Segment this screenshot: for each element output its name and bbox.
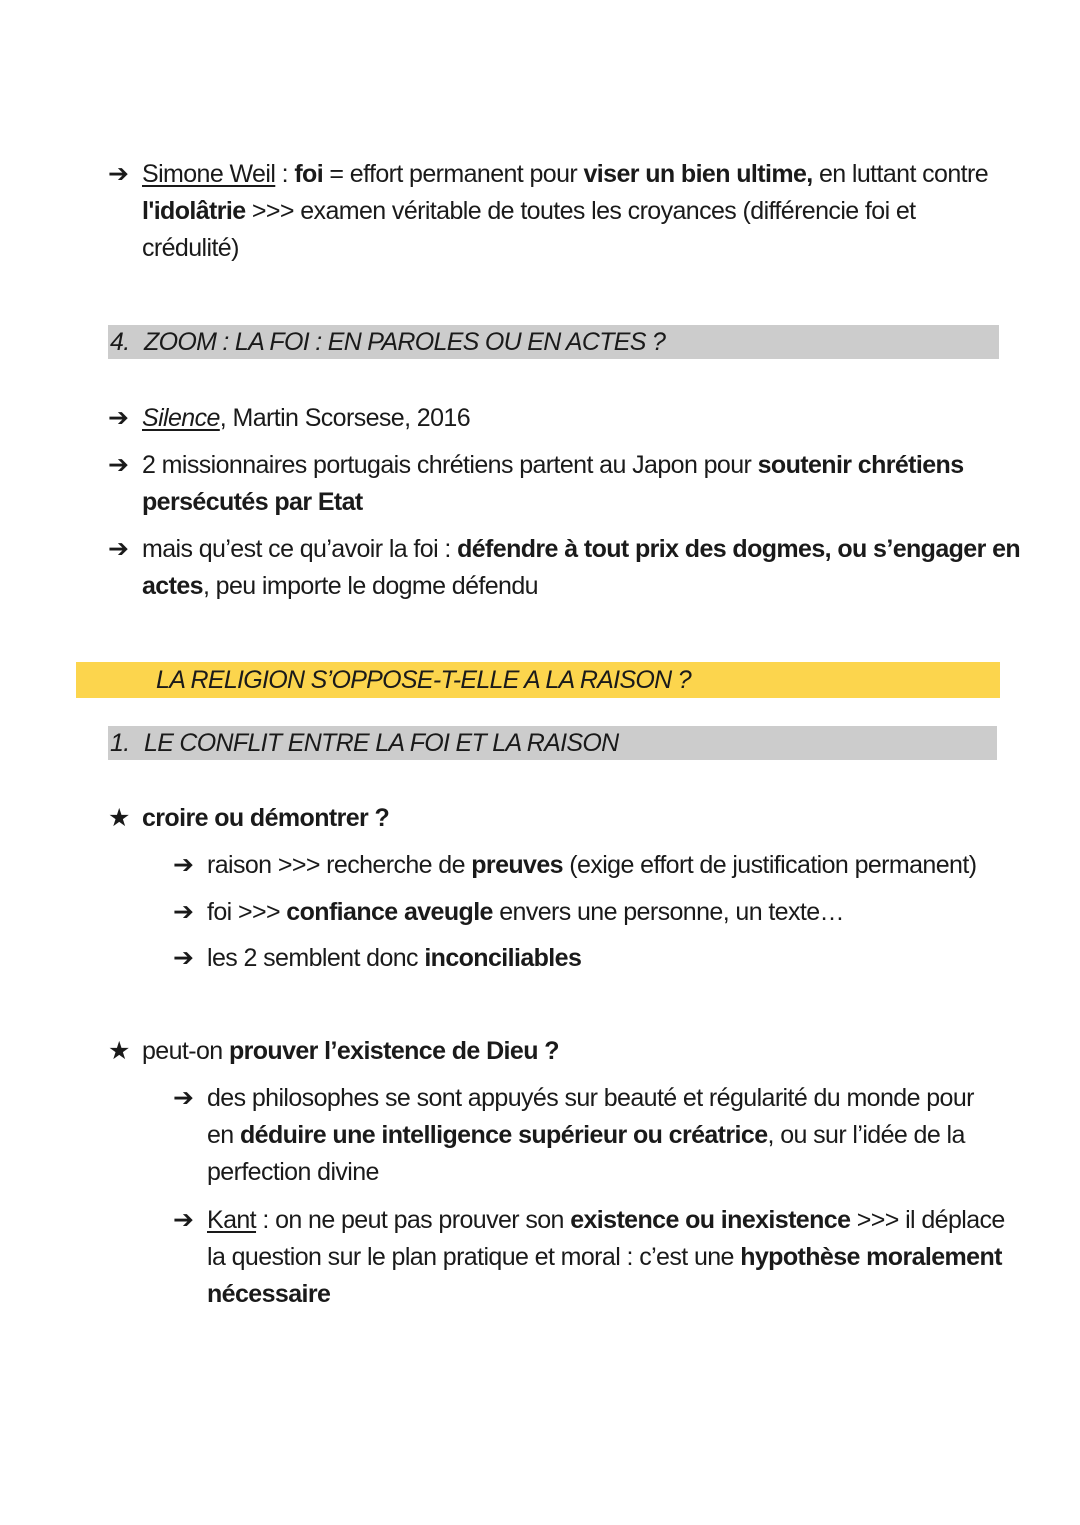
text: en luttant contre [812, 160, 989, 188]
text: , ou sur l’idée de la [767, 1121, 965, 1149]
text: crédulité) [142, 234, 239, 262]
film-title: Silence [142, 404, 220, 432]
text: , Martin Scorsese, 2016 [219, 404, 471, 432]
text: , peu importe le dogme défendu [202, 572, 538, 600]
author-simone-weil: Simone Weil [142, 160, 276, 188]
simone-weil-line-3 [142, 230, 1042, 267]
text: peut-on [142, 1037, 229, 1065]
star-icon: ★ [108, 804, 130, 832]
author-kant: Kant [207, 1206, 257, 1234]
arrow-icon: ➔ [173, 944, 194, 972]
section-title: LE CONFLIT ENTRE LA FOI ET LA RAISON [144, 729, 619, 757]
arrow-icon: ➔ [108, 451, 129, 479]
bold-text: hypothèse moralement [740, 1243, 1002, 1271]
text: >>> il déplace [850, 1206, 1005, 1234]
arrow-icon: ➔ [173, 1206, 194, 1234]
plot-item [108, 447, 1042, 521]
arrow-icon: ➔ [173, 898, 194, 926]
bold-text: prouver l’existence de Dieu ? [228, 1037, 559, 1065]
text: en [207, 1121, 240, 1149]
inconciliables-item [173, 940, 1057, 977]
foi-item [173, 894, 1057, 931]
question-item [108, 531, 1052, 605]
philosophes-item [173, 1080, 1057, 1191]
bold-text: déduire une intelligence supérieur ou créatrice [239, 1121, 768, 1149]
star-icon: ★ [108, 1037, 130, 1065]
text: perfection divine [207, 1158, 379, 1186]
text: 2 missionnaires portugais chrétiens partent au Japon pour [142, 451, 758, 479]
section-number: 1. [110, 729, 130, 757]
section-title: ZOOM : LA FOI : EN PAROLES OU EN ACTES ? [144, 328, 666, 356]
star-item-croire [108, 800, 1042, 837]
part-title-bar [76, 662, 1000, 698]
arrow-icon: ➔ [173, 851, 194, 879]
raison-item [173, 847, 1057, 884]
text: les 2 semblent donc [207, 944, 425, 972]
text: >>> examen véritable de toutes les croyances (différencie foi et [245, 197, 916, 225]
simone-weil-line-2 [142, 193, 1042, 230]
arrow-icon: ➔ [108, 535, 129, 563]
kant-item [173, 1202, 1067, 1313]
text: : on ne peut pas prouver son [256, 1206, 571, 1234]
text: = effort permanent pour [323, 160, 584, 188]
text: envers une personne, un texte… [492, 898, 844, 926]
text: la question sur le plan pratique et moral : c’est une [207, 1243, 741, 1271]
bold-text: défendre à tout prix des dogmes, ou s’engager en [457, 535, 1021, 563]
text: foi >>> [207, 898, 287, 926]
star-item-dieu [108, 1033, 1042, 1070]
section-4-heading [108, 325, 999, 359]
bold-text: nécessaire [207, 1280, 331, 1308]
bold-text: persécutés par Etat [142, 488, 363, 516]
simone-weil-line-1 [142, 156, 1042, 193]
bold-text: viser un bien ultime, [583, 160, 813, 188]
part-title: LA RELIGION S’OPPOSE-T-ELLE A LA RAISON ? [156, 666, 691, 694]
text: des philosophes se sont appuyés sur beauté et régularité du monde pour [207, 1084, 974, 1112]
bold-text: l'idolâtrie [142, 197, 246, 225]
section-1-heading [108, 726, 997, 760]
term-foi: foi [294, 160, 324, 188]
bold-text: confiance aveugle [286, 898, 493, 926]
simone-weil-item [108, 156, 1042, 267]
bold-text: preuves [471, 851, 563, 879]
film-item [108, 400, 1042, 437]
text: mais qu’est ce qu’avoir la foi : [142, 535, 458, 563]
text: raison >>> recherche de [207, 851, 472, 879]
text: (exige effort de justification permanent) [562, 851, 977, 879]
arrow-icon: ➔ [173, 1084, 194, 1112]
arrow-icon: ➔ [108, 404, 129, 432]
text: : [275, 160, 295, 188]
bold-text: existence ou inexistence [570, 1206, 851, 1234]
bold-text: actes [142, 572, 203, 600]
bold-text: soutenir chrétiens [757, 451, 964, 479]
arrow-icon: ➔ [108, 160, 129, 188]
bold-text: inconciliables [424, 944, 582, 972]
section-number: 4. [110, 328, 130, 356]
bold-text: croire ou démontrer ? [142, 804, 390, 832]
